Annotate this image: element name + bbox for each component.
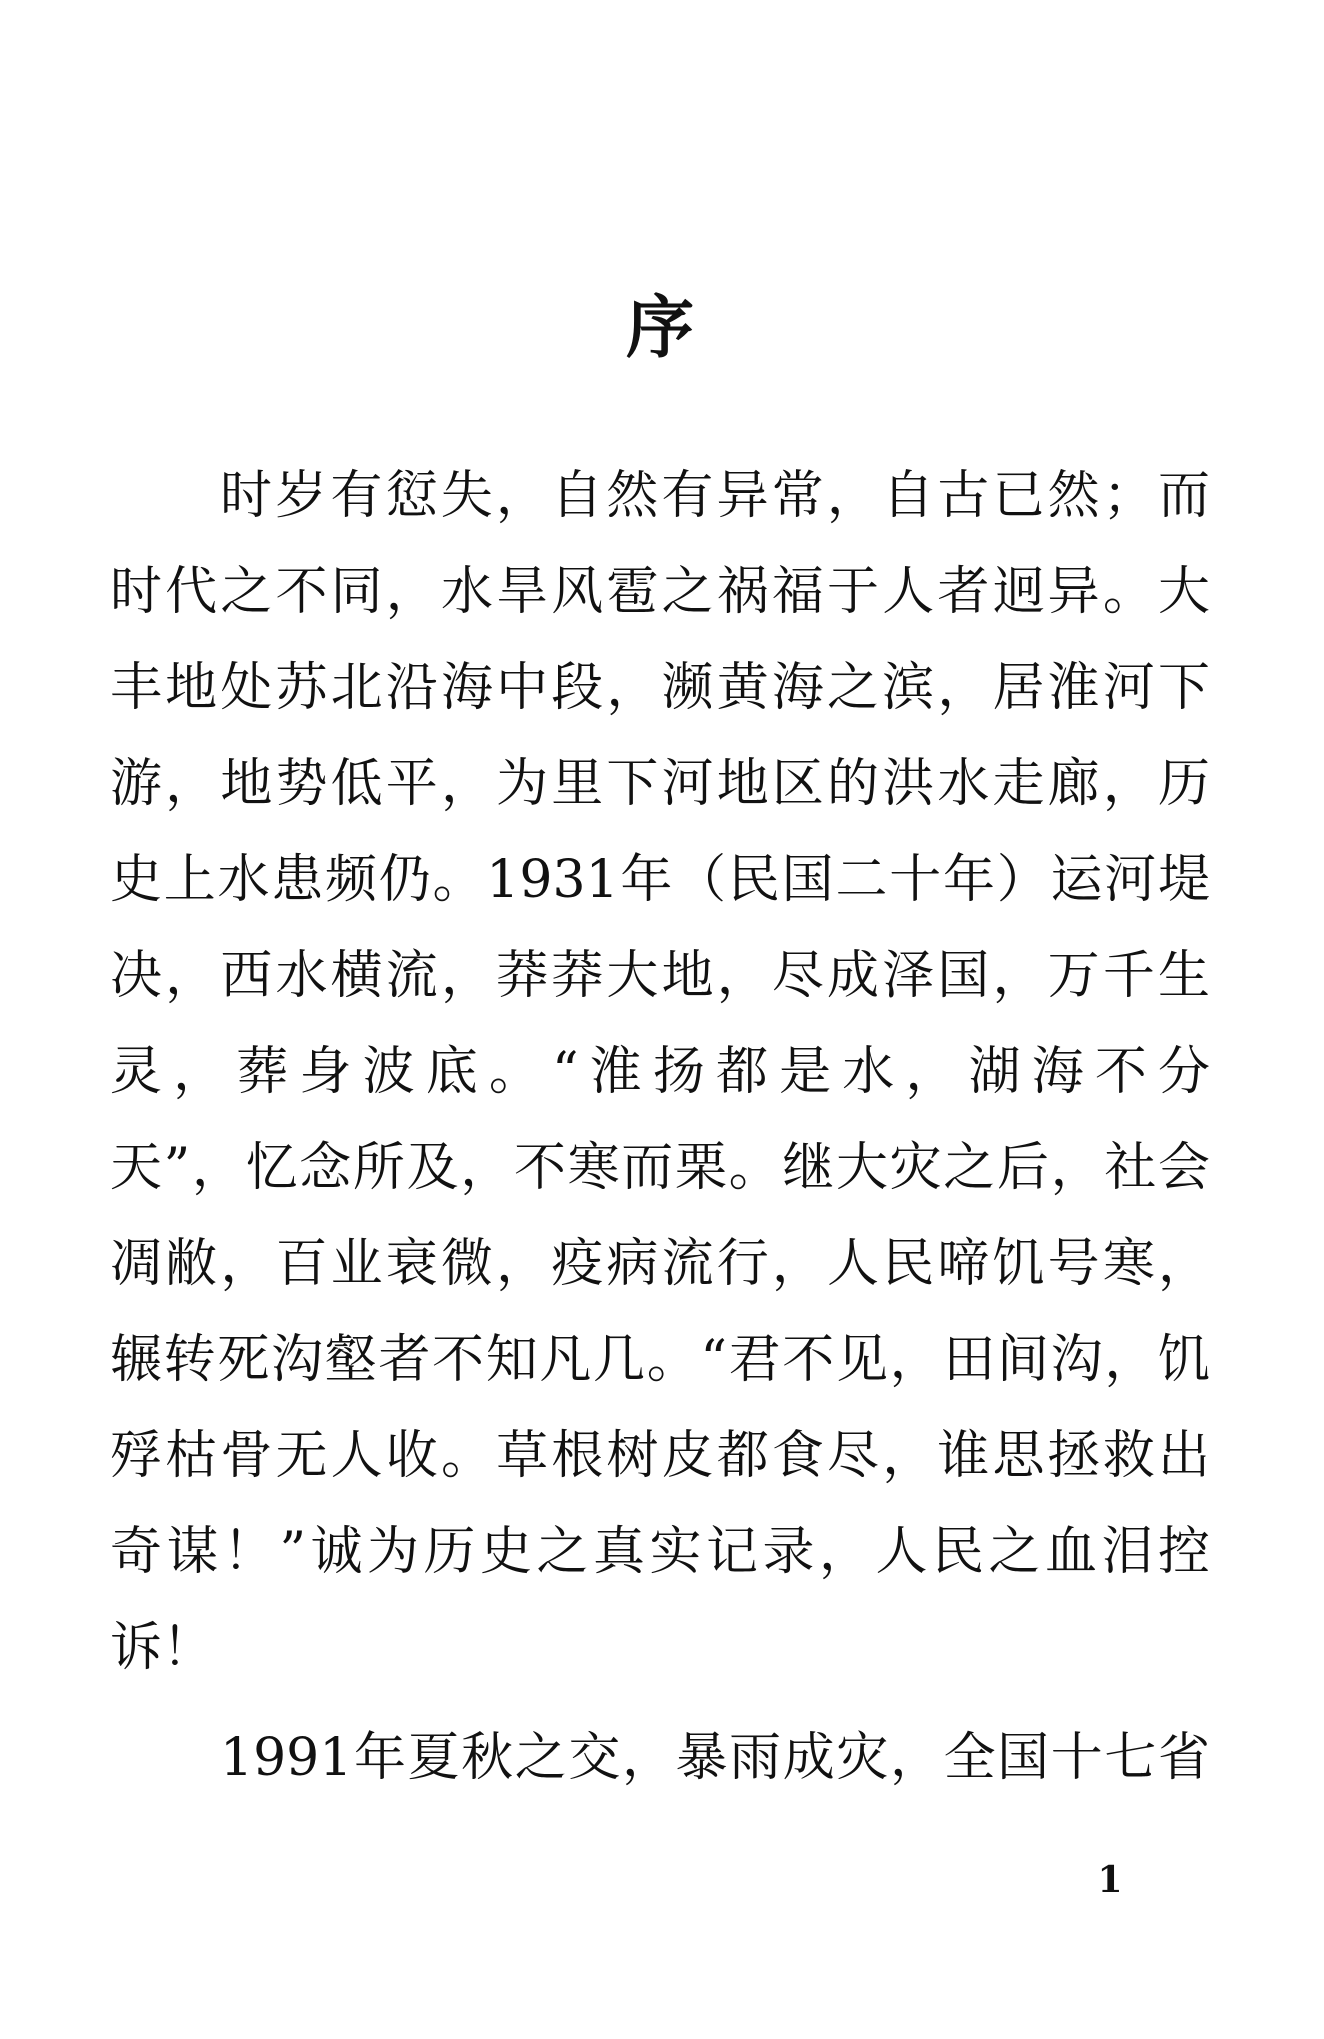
paragraph-line: 时岁有愆失，自然有异常，自古已然；而 xyxy=(220,466,1210,526)
page-number: 1 xyxy=(1097,1859,1123,1901)
paragraph-1 xyxy=(110,448,1210,1696)
paragraph-line: 殍枯骨无人收。草根树皮都食尽，谁思拯救出 xyxy=(110,1426,1210,1486)
paragraph-line: 游，地势低平，为里下河地区的洪水走廊，历 xyxy=(110,754,1210,814)
page-title: 序 xyxy=(625,288,698,368)
paragraph-line: 史上水患频仍。1931年（民国二十年）运河堤 xyxy=(110,850,1210,910)
paragraph-line: 辗转死沟壑者不知凡几。“君不见，田间沟，饥 xyxy=(110,1330,1210,1390)
paragraph-line: 凋敝，百业衰微，疫病流行，人民啼饥号寒， xyxy=(110,1234,1210,1294)
paragraph-line: 时代之不同，水旱风雹之祸福于人者迥异。大 xyxy=(110,562,1210,622)
paragraph-2 xyxy=(110,1710,1210,1806)
paragraph-line: 奇谋！”诚为历史之真实记录，人民之血泪控 xyxy=(110,1522,1210,1582)
paragraph-line: 1991年夏秋之交，暴雨成灾，全国十七省 xyxy=(220,1728,1210,1788)
paragraph-line: 灵，葬身波底。“淮扬都是水，湖海不分 xyxy=(110,1042,1210,1102)
paragraph-line: 丰地处苏北沿海中段，濒黄海之滨，居淮河下 xyxy=(110,658,1210,718)
paragraph-line: 诉！ xyxy=(110,1618,215,1678)
paragraph-line: 天”，忆念所及，不寒而栗。继大灾之后，社会 xyxy=(110,1138,1210,1198)
paragraph-line: 决，西水横流，莽莽大地，尽成泽国，万千生 xyxy=(110,946,1210,1006)
